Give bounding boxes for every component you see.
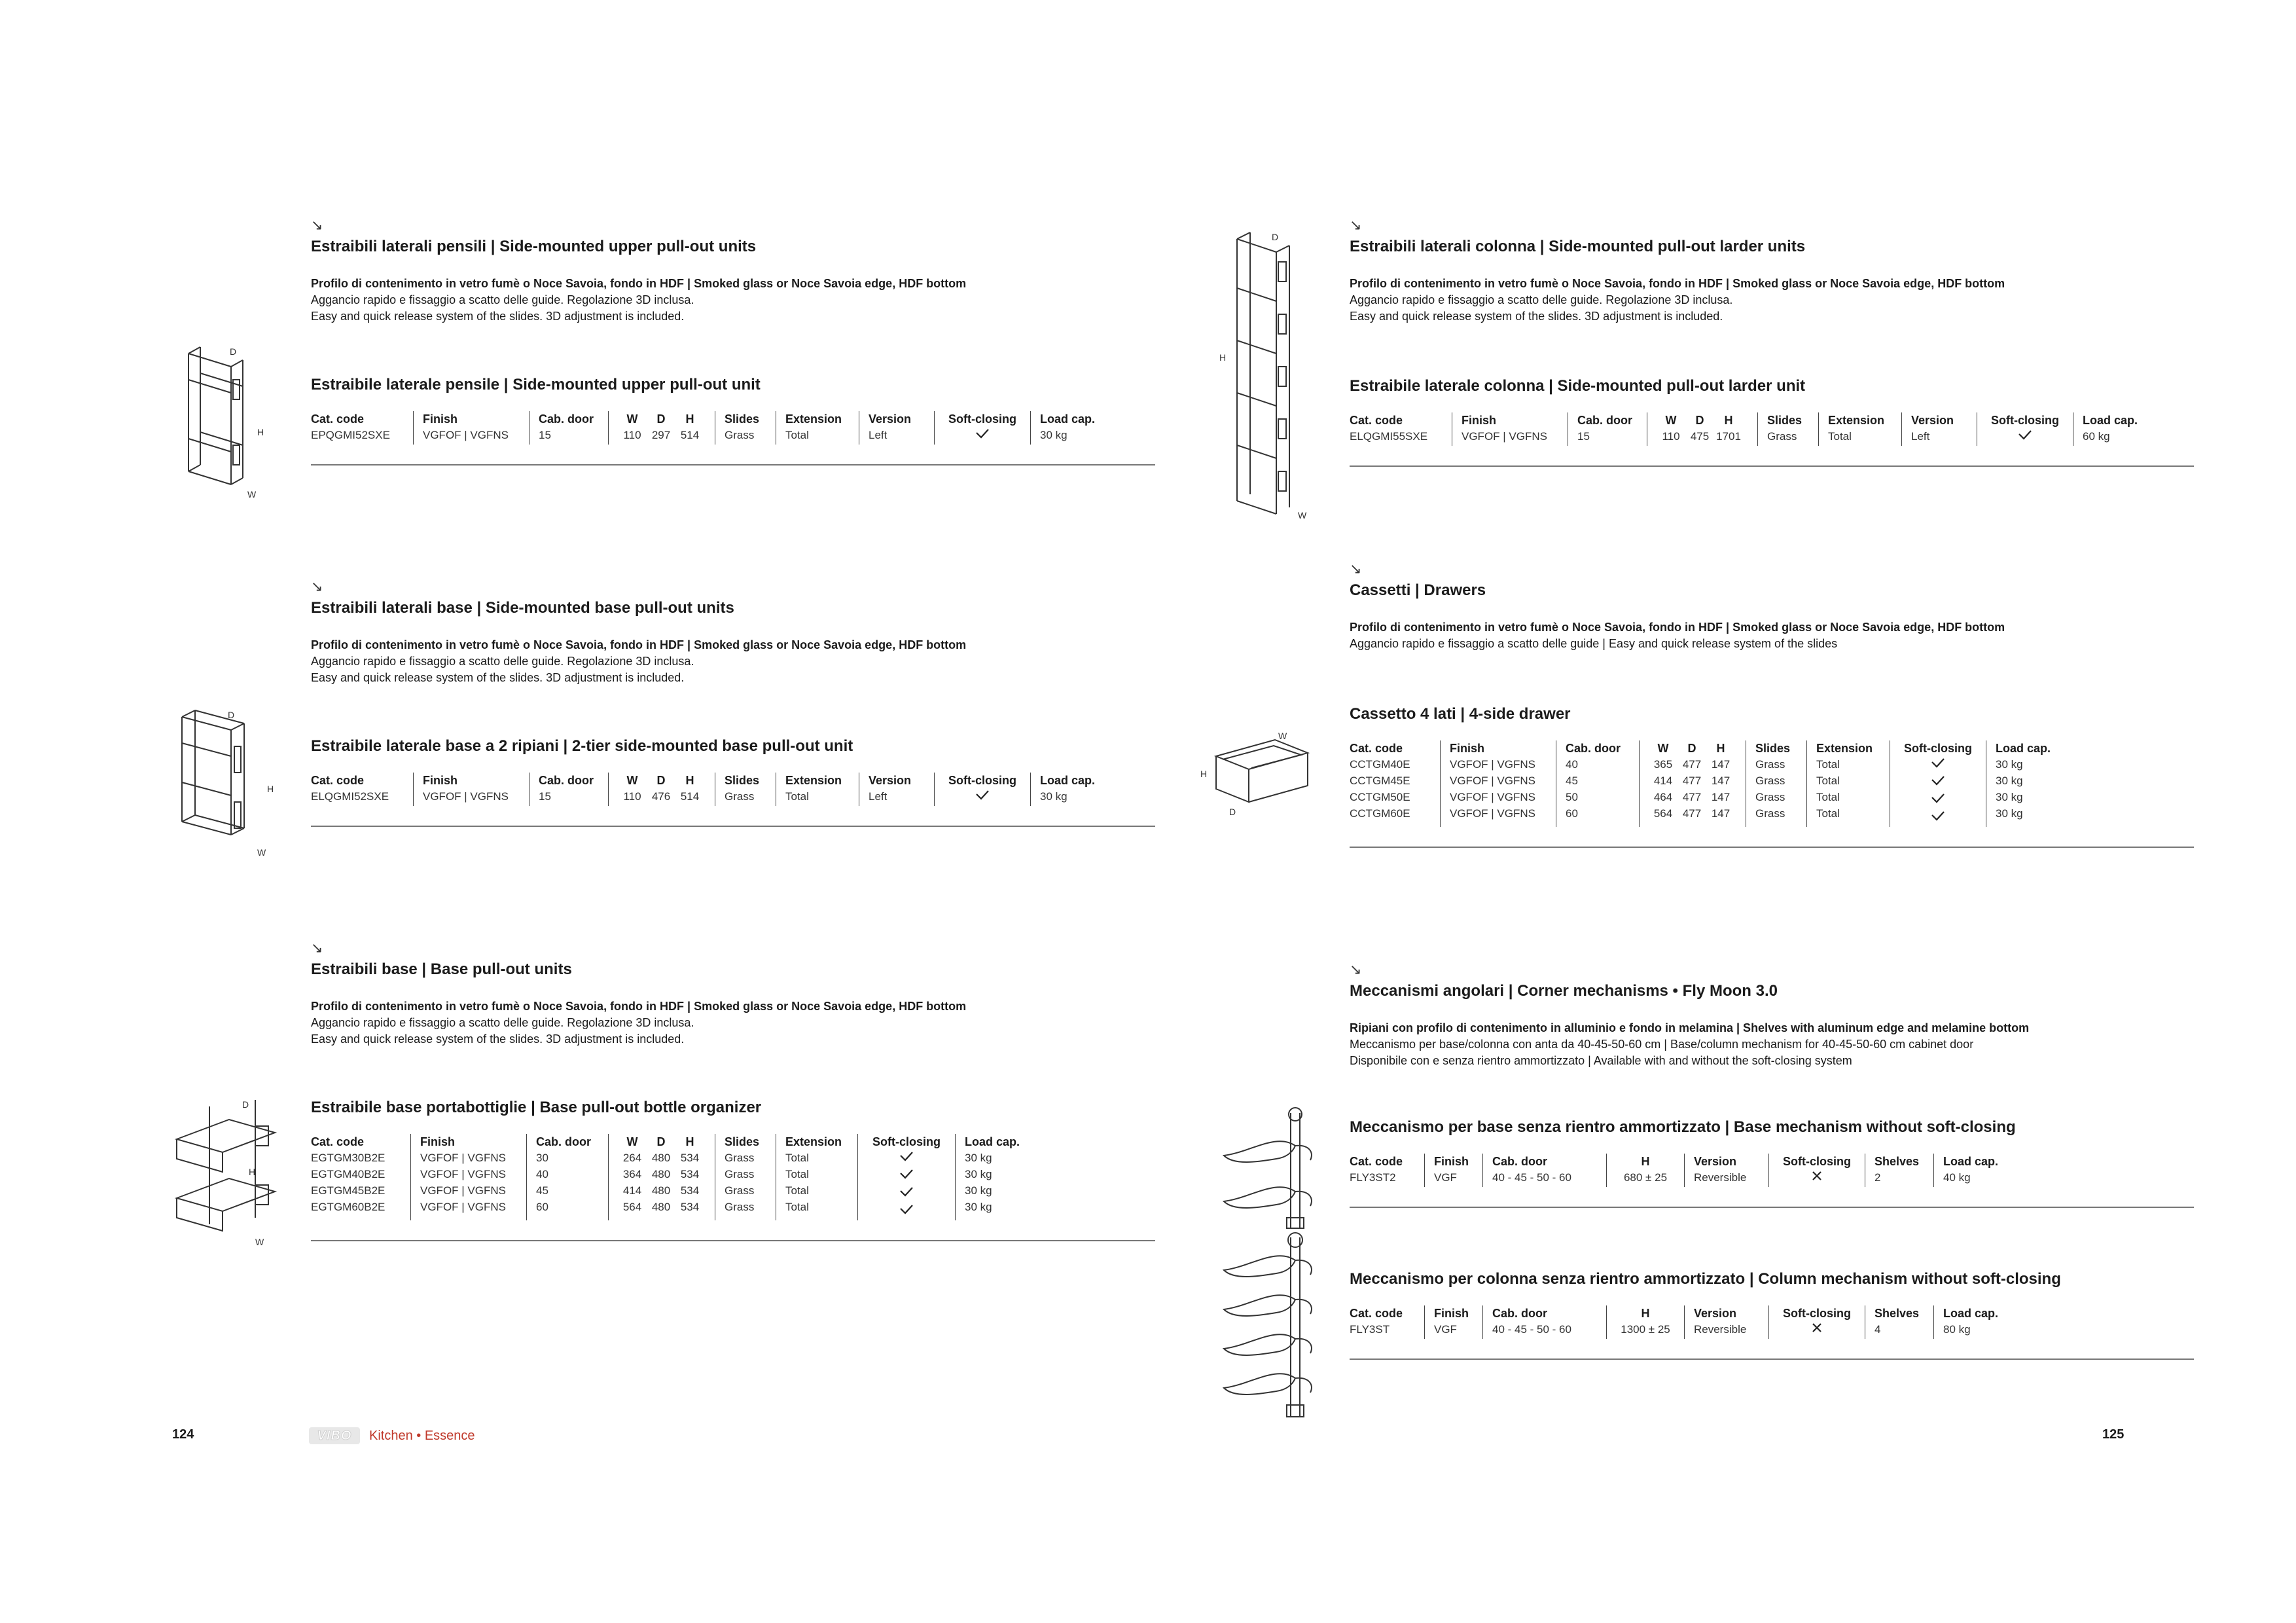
divider bbox=[1350, 1207, 2194, 1208]
product-base-mechanism bbox=[1350, 1118, 2194, 1208]
product-4-side-drawer bbox=[1350, 705, 2194, 848]
product-column-mechanism bbox=[1350, 1270, 2194, 1360]
section-description: Profilo di contenimento in vetro fumè o Noce Savoia, fondo in HDF | Smoked glass or Noce Savoia edge, HDF bottom Aggancio rapido e fissaggio a scatto delle guide. Regolazione 3D inclusa. Easy and quick release system of the slides. 3D adjustment is included. bbox=[311, 277, 967, 323]
footer bbox=[309, 1427, 475, 1444]
drawer-illustration bbox=[1196, 730, 1321, 828]
dim-h-label: H bbox=[1219, 352, 1227, 363]
column-corner-mechanism-illustration bbox=[1211, 1231, 1322, 1421]
check-icon bbox=[898, 1203, 915, 1216]
section-title: Estraibili laterali base | Side-mounted base pull-out units bbox=[311, 599, 734, 617]
section-corner-mechanisms bbox=[1350, 962, 2194, 1069]
page-number-left: 124 bbox=[172, 1427, 194, 1442]
bottle-organizer-illustration bbox=[164, 1093, 288, 1250]
base-side-pullout-illustration bbox=[169, 704, 280, 867]
dim-d-label: D bbox=[1229, 807, 1236, 817]
divider bbox=[311, 464, 1155, 465]
check-icon bbox=[898, 1150, 915, 1163]
dim-h-label: H bbox=[257, 427, 264, 437]
section-title: Meccanismi angolari | Corner mechanisms • Fly Moon 3.0 bbox=[1350, 982, 1778, 1000]
product-title: Estraibile base portabottiglie | Base pull-out bottle organizer bbox=[311, 1099, 762, 1116]
divider bbox=[1350, 847, 2194, 848]
section-description: Profilo di contenimento in vetro fumè o Noce Savoia, fondo in HDF | Smoked glass or Noce Savoia edge, HDF bottom Aggancio rapido e fissaggio a scatto delle guide. Regolazione 3D inclusa. Easy and quick release system of the slides. 3D adjustment is included. bbox=[311, 638, 967, 684]
section-title: Estraibili base | Base pull-out units bbox=[311, 960, 572, 978]
section-description: Profilo di contenimento in vetro fumè o Noce Savoia, fondo in HDF | Smoked glass or Noce Savoia edge, HDF bottom Aggancio rapido e fissaggio a scatto delle guide | Easy and quick release system of the slides bbox=[1350, 621, 2005, 650]
dim-d-label: D bbox=[1272, 232, 1279, 242]
page-number-right: 125 bbox=[2102, 1427, 2125, 1442]
upper-pullout-illustration bbox=[169, 340, 274, 504]
dim-h-label: H bbox=[267, 784, 274, 794]
check-icon bbox=[898, 1185, 915, 1198]
dim-h-label: H bbox=[1200, 769, 1208, 779]
check-icon bbox=[974, 788, 991, 801]
larder-pullout-illustration bbox=[1214, 226, 1319, 524]
divider bbox=[1350, 465, 2194, 467]
product-title: Estraibile laterale pensile | Side-mounted upper pull-out unit bbox=[311, 376, 761, 393]
check-icon bbox=[2017, 428, 2034, 441]
arrow-icon: ↘ bbox=[1350, 217, 1362, 233]
product-title: Meccanismo per colonna senza rientro ammortizzato | Column mechanism without soft-closing bbox=[1350, 1270, 2061, 1288]
dim-h-label: H bbox=[249, 1167, 256, 1177]
divider bbox=[1350, 1359, 2194, 1360]
base-corner-mechanism-illustration bbox=[1211, 1106, 1322, 1231]
check-icon bbox=[1929, 774, 1946, 787]
check-icon bbox=[1929, 756, 1946, 769]
dim-w-label: W bbox=[257, 847, 266, 858]
spec-table: Cat. code FLY3ST2 Finish VGF Cab. door 40 - 45 - 50 - 60 H 680 ± 25 Version Reversible Soft-closing Shelves 2 Load cap. 40 kg bbox=[1350, 1154, 2194, 1187]
dim-w-label: W bbox=[255, 1237, 264, 1247]
product-title: Estraibile laterale base a 2 ripiani | 2-tier side-mounted base pull-out unit bbox=[311, 737, 853, 755]
cross-icon bbox=[1810, 1169, 1824, 1182]
section-drawers bbox=[1350, 562, 2194, 652]
dim-d-label: D bbox=[242, 1099, 249, 1110]
dim-w-label: W bbox=[247, 489, 257, 500]
dim-d-label: D bbox=[230, 346, 237, 357]
section-larder-pullout bbox=[1350, 218, 2194, 325]
check-icon bbox=[1929, 792, 1946, 805]
section-description: Profilo di contenimento in vetro fumè o Noce Savoia, fondo in HDF | Smoked glass or Noce Savoia edge, HDF bottom Aggancio rapido e fissaggio a scatto delle guide. Regolazione 3D inclusa. Easy and quick release system of the slides. 3D adjustment is included. bbox=[1350, 277, 2005, 323]
arrow-icon: ↘ bbox=[311, 217, 323, 233]
product-title: Meccanismo per base senza rientro ammortizzato | Base mechanism without soft-closing bbox=[1350, 1118, 2016, 1136]
spec-table: Cat. code EPQGMI52SXE Finish VGFOF | VGFNS Cab. door 15 W D H 110 297 514 Slides Grass Extension Total Version Left Soft-closing Load cap. 30 kg bbox=[311, 411, 1155, 445]
section-title: Cassetti | Drawers bbox=[1350, 581, 1486, 599]
divider bbox=[311, 1240, 1155, 1241]
brand-logo: VIBO bbox=[309, 1427, 360, 1444]
product-larder-pullout bbox=[1350, 377, 2194, 467]
section-title: Estraibili laterali colonna | Side-mounted pull-out larder units bbox=[1350, 238, 1806, 255]
section-title: Estraibili laterali pensili | Side-mounted upper pull-out units bbox=[311, 238, 757, 255]
dim-w-label: W bbox=[1298, 510, 1307, 520]
section-description: Profilo di contenimento in vetro fumè o Noce Savoia, fondo in HDF | Smoked glass or Noce Savoia edge, HDF bottom Aggancio rapido e fissaggio a scatto delle guide. Regolazione 3D inclusa. Easy and quick release system of the slides. 3D adjustment is included. bbox=[311, 1000, 967, 1046]
product-title: Estraibile laterale colonna | Side-mounted pull-out larder unit bbox=[1350, 377, 1806, 395]
section-base-pullout bbox=[311, 941, 1155, 1048]
divider bbox=[311, 826, 1155, 827]
arrow-icon: ↘ bbox=[311, 939, 323, 956]
product-title: Cassetto 4 lati | 4-side drawer bbox=[1350, 705, 1571, 723]
check-icon bbox=[974, 427, 991, 440]
section-base-side-pullout bbox=[311, 579, 1155, 686]
arrow-icon: ↘ bbox=[311, 578, 323, 594]
section-upper-pullout bbox=[311, 218, 1155, 325]
product-2-tier-pullout bbox=[311, 737, 1155, 827]
section-description: Ripiani con profilo di contenimento in alluminio e fondo in melamina | Shelves with aluminum edge and melamine bottom Meccanismo per base/colonna con anta da 40-45-50-60 cm | Base/column mechanism for 40-45-50-60 cm cabinet door Disponibile con e senza rientro ammortizzato | Available with and without the soft-closing system bbox=[1350, 1021, 2030, 1067]
spec-table: Cat. code FLY3ST Finish VGF Cab. door 40 - 45 - 50 - 60 H 1300 ± 25 Version Reversible Soft-closing Shelves 4 Load cap. 80 kg bbox=[1350, 1305, 2194, 1339]
check-icon bbox=[1929, 809, 1946, 822]
check-icon bbox=[898, 1167, 915, 1180]
arrow-icon: ↘ bbox=[1350, 560, 1362, 577]
dim-d-label: D bbox=[228, 710, 235, 720]
spec-table: Cat. code EGTGM30B2E EGTGM40B2E EGTGM45B2E EGTGM60B2E Finish VGFOF | VGFNS VGFOF | VGFNS VGFOF | VGFNS VGFOF | VGFNS Cab. door 30 40 45 60 W D H 264 480 534 364 480 534 414 480 534 564 480 534 Slides Grass Grass Grass Grass Extension Total Total Total Total Soft-closing Load cap. 30 kg 30 kg 30 kg 30 kg bbox=[311, 1134, 1155, 1220]
product-bottle-organizer bbox=[311, 1099, 1155, 1241]
spec-table: Cat. code CCTGM40E CCTGM45E CCTGM50E CCTGM60E Finish VGFOF | VGFNS VGFOF | VGFNS VGFOF | VGFNS VGFOF | VGFNS Cab. door 40 45 50 60 W D H 365 477 147 414 477 147 464 477 147 564 477 147 Slides Grass Grass Grass Grass Extension Total Total Total Total Soft-closing Load cap. 30 kg 30 kg 30 kg 30 kg bbox=[1350, 740, 2194, 827]
spec-table: Cat. code ELQGMI55SXE Finish VGFOF | VGFNS Cab. door 15 W D H 110 475 1701 Slides Grass Extension Total Version Left Soft-closing Load cap. 60 kg bbox=[1350, 412, 2194, 446]
cross-icon bbox=[1810, 1321, 1824, 1334]
breadcrumb: Kitchen • Essence bbox=[369, 1428, 475, 1443]
dim-w-label: W bbox=[1278, 731, 1287, 741]
product-upper-pullout bbox=[311, 376, 1155, 465]
arrow-icon: ↘ bbox=[1350, 961, 1362, 977]
spec-table: Cat. code ELQGMI52SXE Finish VGFOF | VGFNS Cab. door 15 W D H 110 476 514 Slides Grass Extension Total Version Left Soft-closing Load cap. 30 kg bbox=[311, 773, 1155, 806]
